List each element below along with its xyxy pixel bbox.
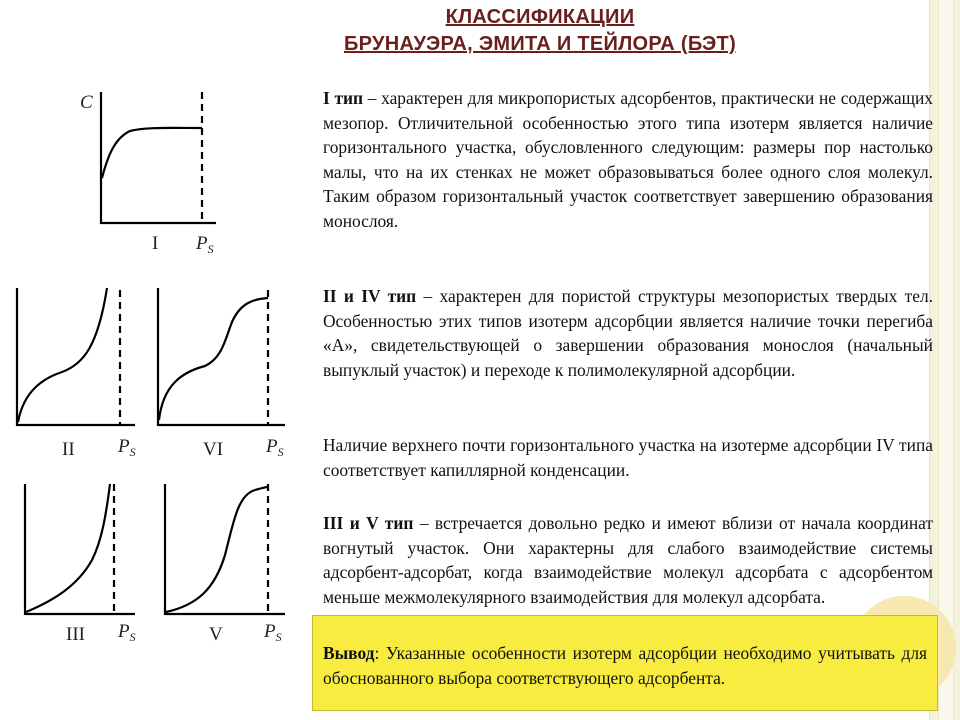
graph-type-3 (25, 484, 135, 615)
paragraph-type-3-5-heading: III и V тип (323, 513, 414, 533)
graph-2-ps-label: $P_S$ (118, 436, 136, 459)
paragraph-capillary-body: Наличие верхнего почти горизонтального участка на изотерме адсорбции IV типа соответствует капиллярной конденсации. (323, 435, 933, 480)
graph-1-type-label: I (152, 233, 159, 254)
graph-3-type-label: III (66, 624, 85, 645)
graph-type-6 (158, 288, 285, 426)
graph-1-curve (102, 128, 202, 178)
conclusion-body: : Указанные особенности изотерм адсорбции необходимо учитывать для обоснованного выбора соответствующего адсорбента. (323, 643, 927, 688)
graph-type-5 (165, 484, 285, 615)
graph-5-ps-label: $P_S$ (264, 621, 282, 644)
graph-6-curve (159, 298, 268, 420)
conclusion-heading: Вывод (323, 643, 375, 663)
graph-3-curve (26, 484, 110, 612)
graph-2-curve (18, 288, 107, 422)
conclusion-box (312, 615, 938, 711)
graph-6-type-label: VI (203, 439, 224, 460)
paragraph-type-1-body: – характерен для микропористых адсорбентов, практически не содержащих мезопор. Отличительной особенностью этого типа изотерм является наличие горизонтального участка, обусловленного следующим: размеры пор настолько малы, что на их стенках не может образовываться более одного слоя молекул. Таким образом горизонтальный участок соответствует завершению образования монослоя. (323, 88, 933, 231)
paragraph-type-2-4-body: – характерен для пористой структуры мезопористых твердых тел. Особенностью этих типов изотерм адсорбции является наличие точки перегиба «А», свидетельствующей о завершении образования монослоя (начальный выпуклый участок) и переходе к полимолекулярной адсорбции. (323, 286, 933, 380)
graph-5-type-label: V (209, 624, 223, 645)
graph-5-curve (166, 487, 268, 612)
graph-6-ps-label: $P_S$ (266, 436, 284, 459)
graph-1-c-label: C (80, 92, 93, 113)
graph-1-ps-label: $P_S$ (196, 233, 214, 256)
title-line-1: КЛАССИФИКАЦИИ (445, 6, 635, 28)
paragraph-type-1-heading: I тип (323, 88, 364, 108)
conclusion-text (323, 641, 927, 690)
graph-3-ps-label: $P_S$ (118, 621, 136, 644)
paragraph-type-1 (323, 86, 933, 234)
paragraph-type-3-5 (323, 511, 933, 609)
graph-2-type-label: II (62, 439, 75, 460)
paragraph-type-2-4-heading: II и IV тип (323, 286, 417, 306)
paragraph-type-3-5-body: – встречается довольно редко и имеют вблизи от начала координат вогнутый участок. Они характерны для слабого взаимодействие системы адсорбент-адсорбат, когда взаимодействие молекул адсорбата с адсорбентом меньше межмолекулярного взаимодействия для молекул адсорбата. (323, 513, 934, 607)
paragraph-type-2-4 (323, 284, 933, 382)
paragraph-capillary (323, 433, 933, 482)
isotherm-graphs (0, 0, 320, 720)
title-line-2: БРУНАУЭРА, ЭМИТА И ТЕЙЛОРА (БЭТ) (343, 33, 737, 55)
graph-type-1 (101, 92, 216, 224)
graph-type-2 (17, 288, 135, 426)
